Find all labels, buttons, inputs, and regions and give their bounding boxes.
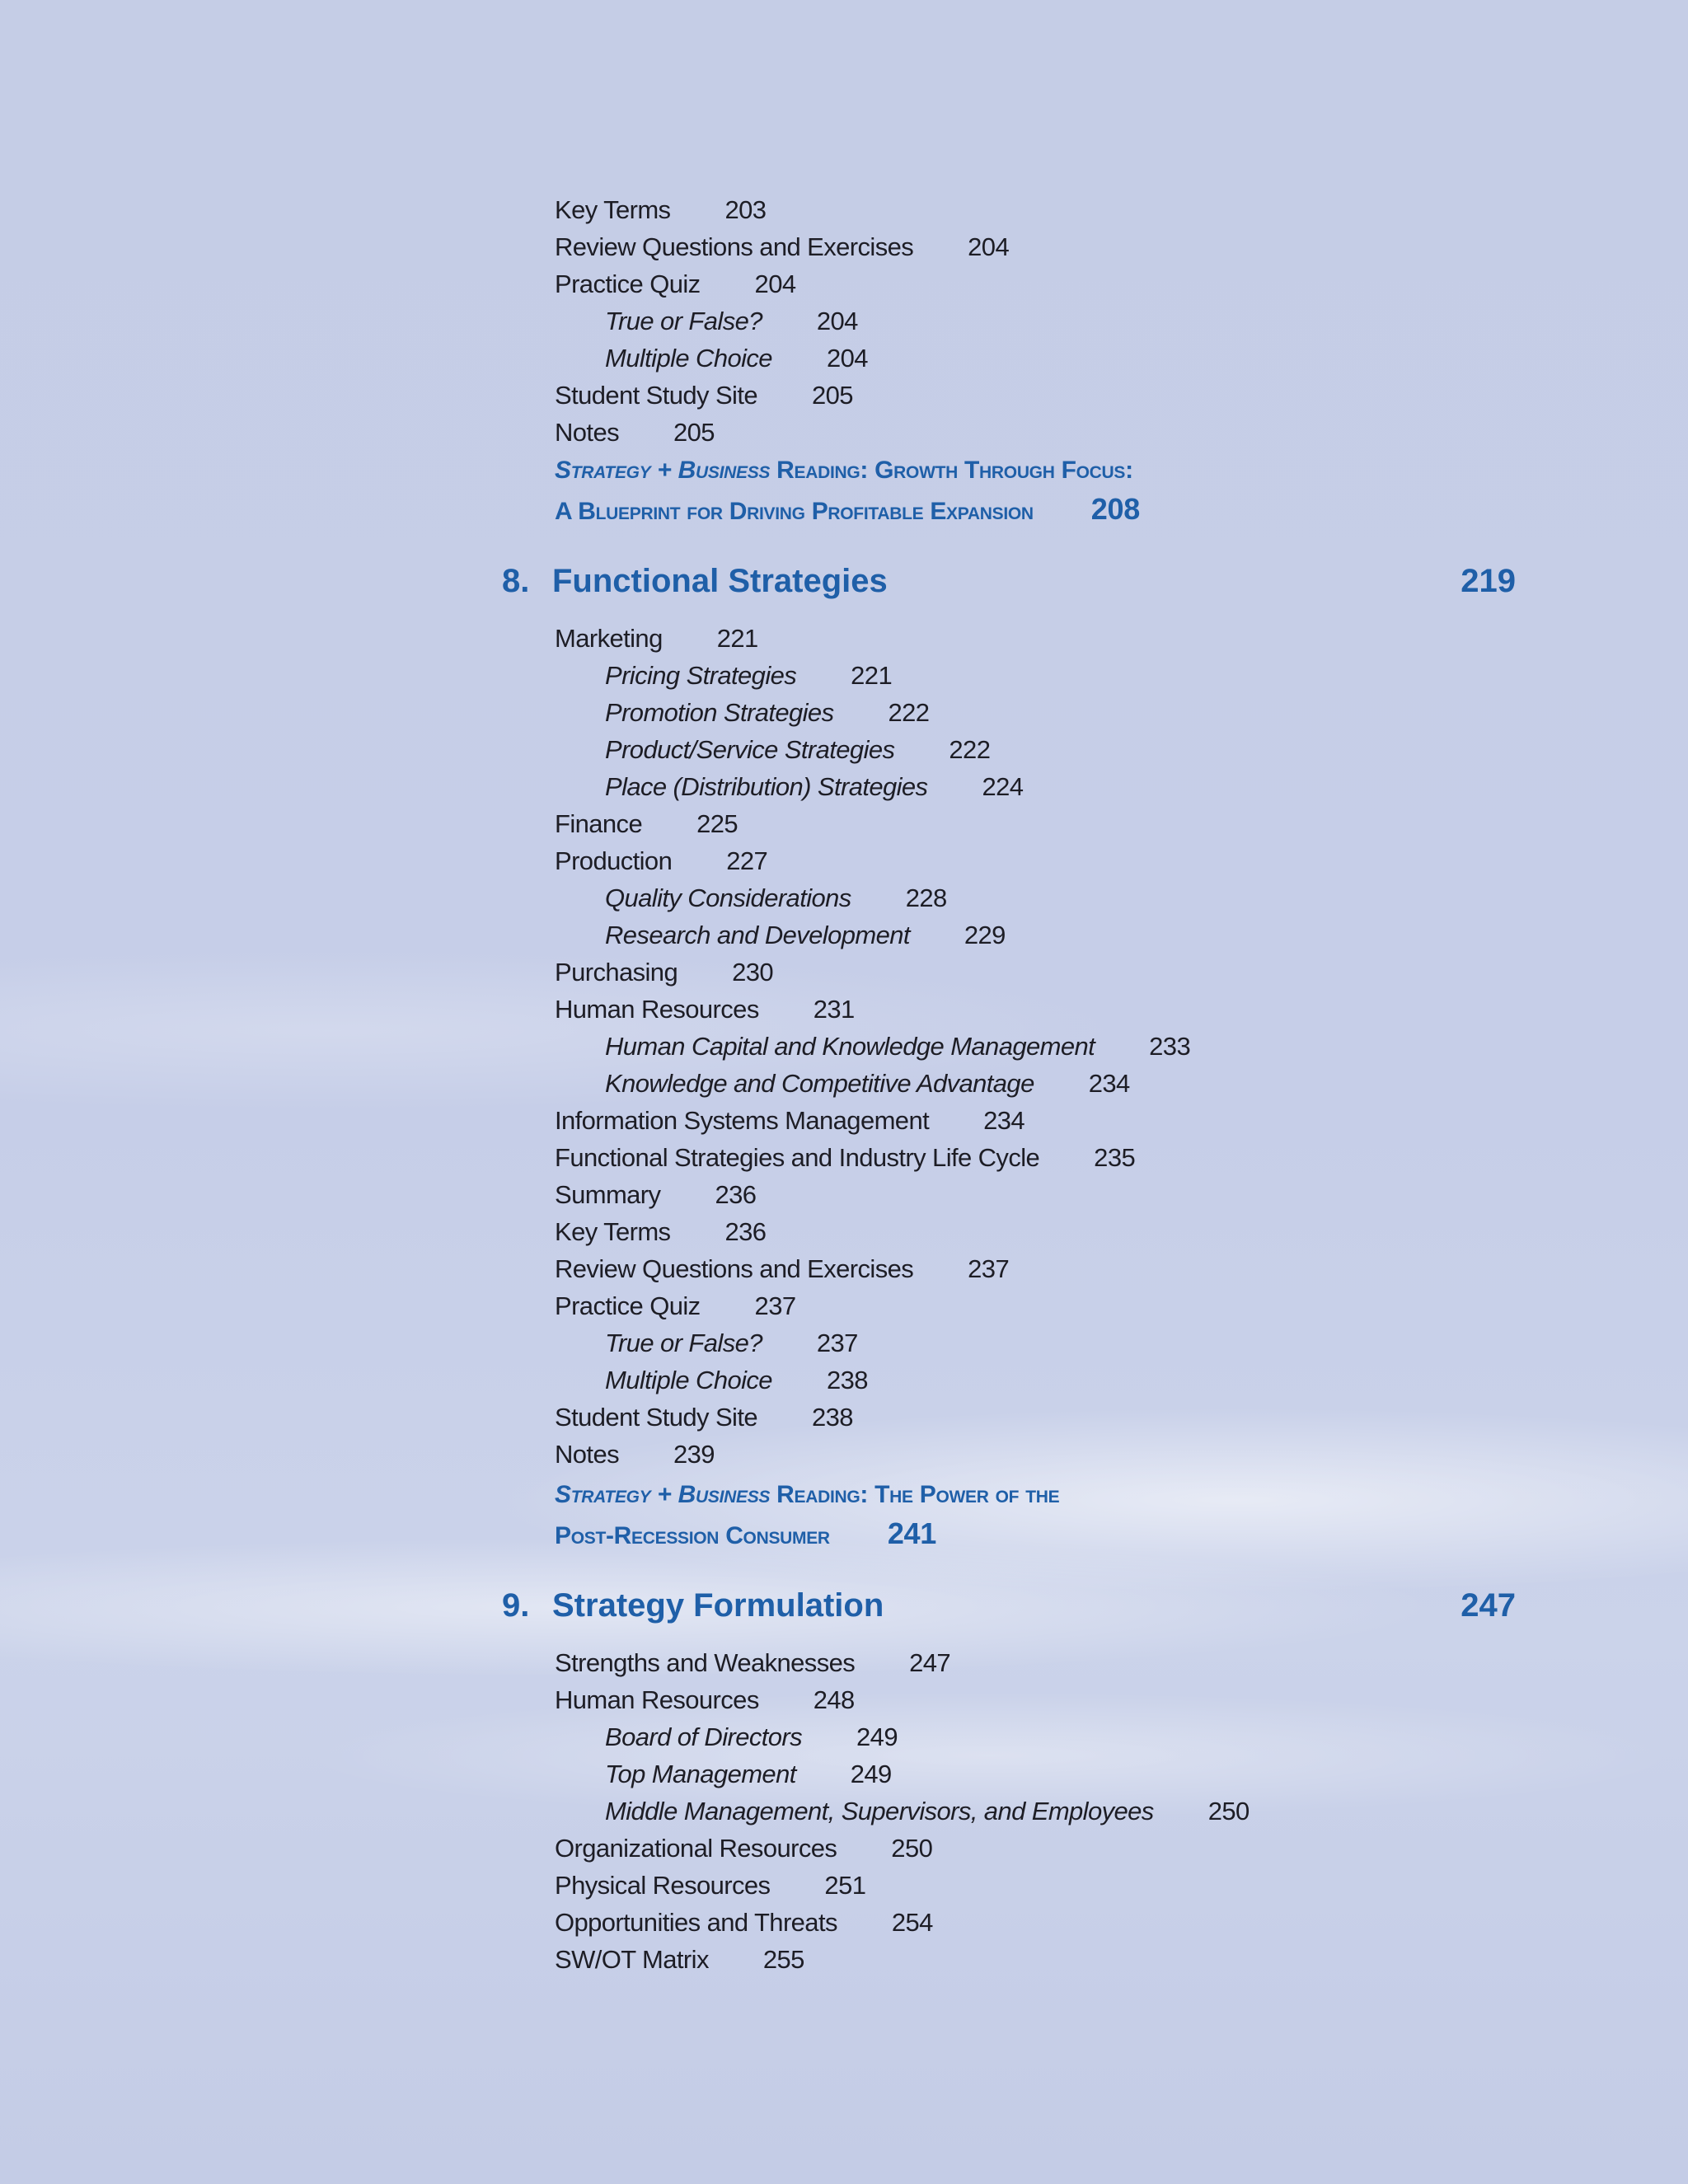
toc-entry-page: 231 [813,995,855,1024]
toc-subentry[interactable] [605,1364,868,1397]
reading-title[interactable] [555,1477,1059,1513]
toc-entry-page: 233 [1149,1032,1191,1061]
toc-entry[interactable] [555,1832,932,1865]
chapter-number: 9. [502,1587,530,1624]
toc-entry-title: Notes [555,418,619,447]
toc-entry-title: Student Study Site [555,381,757,410]
toc-entry-title: Production [555,846,673,875]
toc-entry[interactable] [555,808,738,841]
toc-entry-title: Purchasing [555,958,678,987]
reading-title-line2[interactable] [555,491,1140,530]
toc-entry-page: 225 [696,809,738,838]
toc-entry-page: 234 [1088,1069,1130,1098]
toc-entry-title: Notes [555,1440,619,1469]
chapter-page: 247 [1461,1587,1516,1624]
toc-entry-title: Research and Development [605,921,910,949]
reading-line1: Reading: Growth Through Focus: [770,457,1133,484]
toc-entry-title: Key Terms [555,195,671,224]
toc-entry-title: Opportunities and Threats [555,1908,837,1937]
toc-entry[interactable] [555,231,1009,264]
toc-entry-title: Multiple Choice [605,344,772,373]
toc-subentry[interactable] [605,1758,892,1791]
toc-entry-title: Student Study Site [555,1403,757,1432]
toc-entry[interactable] [555,416,715,449]
toc-entry-title: True or False? [605,307,762,335]
toc-entry-title: Pricing Strategies [605,661,797,690]
reading-series: Strategy + Business [555,1481,771,1508]
toc-entry-title: True or False? [605,1329,762,1357]
toc-entry-page: 248 [813,1685,855,1714]
toc-entry-page: 224 [982,772,1024,801]
toc-entry-page: 237 [754,1291,796,1320]
toc-entry[interactable] [555,1647,950,1680]
toc-entry-title: Organizational Resources [555,1834,837,1863]
toc-entry-page: 251 [824,1871,866,1900]
toc-entry-title: Promotion Strategies [605,698,834,727]
toc-entry[interactable] [555,1253,1009,1286]
toc-entry-title: Top Management [605,1760,796,1788]
toc-subentry[interactable] [605,659,892,692]
chapter-title: Functional Strategies [552,563,888,599]
toc-entry[interactable] [555,1401,853,1434]
toc-entry-title: Product/Service Strategies [605,735,895,764]
toc-entry[interactable] [555,1216,766,1249]
toc-subentry[interactable] [605,1067,1130,1100]
chapter-heading[interactable] [502,1585,1516,1626]
toc-entry-title: Marketing [555,624,663,653]
toc-entry[interactable] [555,956,773,989]
toc-entry-page: 204 [816,307,858,335]
toc-subentry[interactable] [605,342,868,375]
toc-entry-title: Review Questions and Exercises [555,232,914,261]
toc-entry-page: 237 [816,1329,858,1357]
toc-entry[interactable] [555,1290,795,1323]
toc-entry-page: 254 [891,1908,933,1937]
chapter-heading[interactable] [502,560,1516,602]
toc-entry-title: Board of Directors [605,1722,803,1751]
toc-entry-title: Physical Resources [555,1871,771,1900]
toc-entry-page: 236 [715,1180,757,1209]
reading-title-line2[interactable] [555,1516,936,1554]
toc-entry-page: 227 [726,846,768,875]
reading-page: 208 [1090,492,1140,526]
toc-subentry[interactable] [605,696,929,729]
toc-entry-title: Human Capital and Knowledge Management [605,1032,1095,1061]
toc-subentry[interactable] [605,1795,1250,1828]
toc-entry-page: 221 [716,624,758,653]
reading-line1: Reading: The Power of the [770,1481,1060,1508]
toc-entry-title: Practice Quiz [555,1291,701,1320]
toc-entry-title: Key Terms [555,1217,671,1246]
toc-entry-page: 228 [905,883,947,912]
toc-entry-title: Human Resources [555,1685,759,1714]
toc-entry-page: 230 [732,958,774,987]
toc-subentry[interactable] [605,771,1023,804]
toc-entry-title: Knowledge and Competitive Advantage [605,1069,1034,1098]
toc-entry[interactable] [555,1438,715,1471]
toc-entry-page: 222 [949,735,991,764]
toc-entry-page: 250 [891,1834,933,1863]
toc-entry-page: 238 [826,1366,868,1394]
toc-entry-title: Multiple Choice [605,1366,772,1394]
toc-entry-page: 205 [811,381,853,410]
toc-entry[interactable] [555,1906,933,1939]
toc-entry-page: 235 [1094,1143,1136,1172]
toc-entry-page: 221 [851,661,893,690]
toc-entry[interactable] [555,1943,804,1976]
toc-entry-title: Strengths and Weaknesses [555,1648,856,1677]
toc-entry[interactable] [555,993,855,1026]
toc-entry-page: 247 [909,1648,951,1677]
toc-entry-title: Summary [555,1180,661,1209]
toc-entry-page: 236 [724,1217,767,1246]
toc-entry-page: 237 [968,1254,1010,1283]
toc-entry-page: 250 [1207,1797,1250,1825]
chapter-page: 219 [1461,563,1516,599]
toc-entry-title: Middle Management, Supervisors, and Employees [605,1797,1154,1825]
toc-entry-title: Human Resources [555,995,759,1024]
reading-series: Strategy + Business [555,457,771,484]
reading-line2: Post-Recession Consumer [555,1522,830,1549]
toc-subentry[interactable] [605,1030,1190,1063]
reading-page: 241 [887,1516,936,1550]
toc-entry-page: 204 [754,269,796,298]
toc-entry-title: SW/OT Matrix [555,1945,709,1974]
toc-entry-page: 238 [811,1403,853,1432]
toc-entry[interactable] [555,268,795,301]
toc-entry-title: Finance [555,809,643,838]
toc-entry[interactable] [555,1179,756,1212]
toc-subentry[interactable] [605,1327,858,1360]
toc-subentry[interactable] [605,305,858,338]
toc-subentry[interactable] [605,1721,898,1754]
toc-entry-page: 234 [983,1106,1025,1135]
toc-entry-title: Practice Quiz [555,269,701,298]
toc-entry-page: 203 [724,195,767,224]
toc-subentry[interactable] [605,733,990,766]
toc-entry-title: Information Systems Management [555,1106,930,1135]
toc-entry[interactable] [555,1104,1025,1137]
toc-entry[interactable] [555,622,758,655]
toc-entry-page: 204 [826,344,868,373]
toc-entry-page: 255 [762,1945,804,1974]
chapter-title: Strategy Formulation [552,1587,884,1624]
toc-entry[interactable] [555,194,766,227]
toc-entry-page: 229 [964,921,1006,949]
toc-entry-title: Review Questions and Exercises [555,1254,914,1283]
chapter-number: 8. [502,563,530,599]
toc-entry[interactable] [555,1869,865,1902]
toc-entry-title: Place (Distribution) Strategies [605,772,928,801]
toc-entry-page: 204 [968,232,1010,261]
toc-subentry[interactable] [605,919,1006,952]
reading-title[interactable] [555,452,1133,489]
toc-entry-page: 205 [673,418,715,447]
toc-entry-page: 249 [856,1722,898,1751]
toc-subentry[interactable] [605,882,947,915]
toc-entry-page: 222 [888,698,930,727]
toc-entry-page: 239 [673,1440,715,1469]
reading-line2: A Blueprint for Driving Profitable Expansion [555,498,1034,525]
toc-entry-page: 249 [850,1760,892,1788]
toc-entry-title: Quality Considerations [605,883,851,912]
toc-entry[interactable] [555,379,853,412]
toc-entry-title: Functional Strategies and Industry Life Cycle [555,1143,1040,1172]
toc-entry[interactable] [555,1141,1135,1174]
toc-entry[interactable] [555,1684,855,1717]
toc-entry[interactable] [555,845,767,878]
